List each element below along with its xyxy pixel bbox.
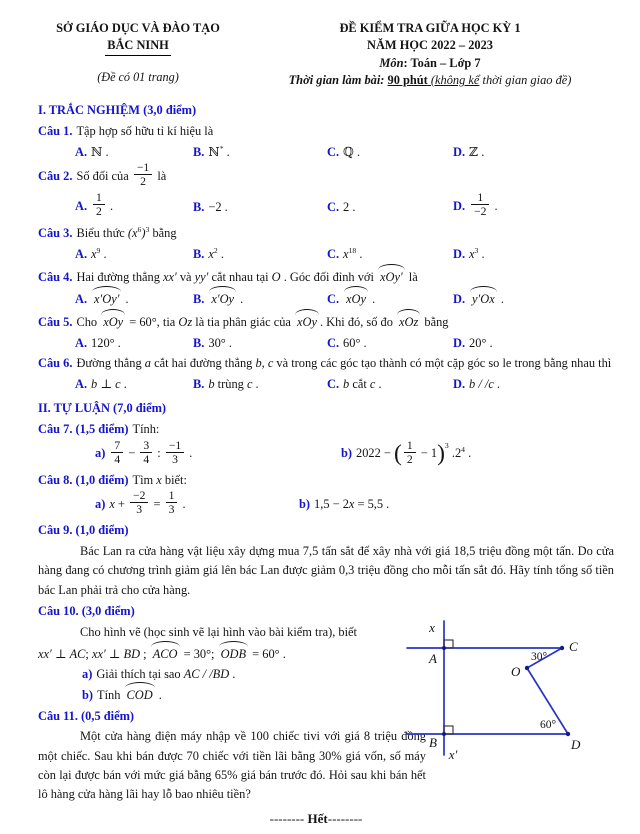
question-6-stem: Đường thẳng a cắt hai đường thẳng b, c và trong các góc tạo thành có một cặp góc so le trong bằng nhau thì	[76, 356, 612, 371]
point-D	[566, 732, 570, 736]
q2-option-a: A. $\frac{1}{2}$ .	[75, 191, 114, 219]
label-C: C	[569, 639, 578, 654]
question-7-parts	[38, 438, 614, 468]
angle-30-label: 30°	[530, 651, 548, 663]
question-8-text: Tìm x biết:	[132, 472, 187, 487]
question-3	[38, 224, 614, 243]
question-10-body	[38, 623, 410, 705]
question-1-stem: Tập hợp số hữu tỉ kí hiệu là	[76, 124, 214, 139]
subject-line: Môn: Toán – Lớp 7	[379, 55, 481, 70]
q1-option-d: D. ℤ .	[453, 144, 485, 159]
question-8-label: Câu 8. (1,0 điểm)	[38, 472, 129, 487]
issuer-line: SỞ GIÁO DỤC VÀ ĐÀO TẠO	[56, 21, 220, 35]
question-7	[38, 420, 614, 439]
page-count-note: (Đề có 01 trang)	[97, 69, 179, 84]
q6-option-c: C. b cắt c .	[327, 376, 382, 391]
question-11-label: Câu 11. (0,5 điểm)	[38, 708, 135, 723]
q5-option-b: B. 30° .	[193, 335, 232, 350]
question-7-text: Tính:	[132, 421, 160, 436]
section-2-title: II. TỰ LUẬN (7,0 điểm)	[38, 401, 167, 416]
question-3-stem: Biểu thức $(x^6)^3$ bằng	[76, 225, 177, 241]
question-4-stem: Hai đường thẳng xx′ và yy′ cắt nhau tại O . Góc đối đỉnh với xOy′ là	[76, 270, 417, 284]
question-6	[38, 354, 614, 373]
question-4	[38, 266, 614, 287]
question-4-options	[38, 288, 614, 309]
question-9-text: Bác Lan ra cửa hàng vật liệu xây dựng mua 7,5 tấn sắt để xây nhà với giá 18,5 triệu đồng một tấn. Do cửa hàng đang có chương trình giảm giá lên bác Lan được giảm 0,3 triệu đồng cho mỗi tấn sắt đó. Hãy tính tổng số tiền bác Lan phải trả cho cửa hàng.	[38, 543, 614, 597]
question-9-label-row	[38, 521, 614, 540]
q8-part-b: b) 1,5 − 2x = 5,5 .	[299, 497, 390, 512]
q10-part-b: b) Tính COD .	[38, 684, 410, 705]
q3-option-d: D. $x^3$ .	[453, 245, 485, 262]
question-2	[38, 163, 614, 190]
question-2-stem: Số đối của $\frac{-1}{2}$ là	[76, 161, 167, 189]
question-5-label: Câu 5.	[38, 314, 73, 329]
question-2-label: Câu 2.	[38, 168, 73, 183]
point-B	[442, 732, 446, 736]
question-3-options	[38, 245, 614, 264]
question-5-stem: Cho xOy = 60°, tia Oz là tia phân giác của xOy . Khi đó, số đo xOz bằng	[76, 315, 448, 329]
q7-part-a: a) $\frac{7}{4}$ − $\frac{3}{4}$ : $\frac{-1}{3}$ .	[95, 438, 193, 466]
question-11-text: Một cửa hàng điện máy nhập về 100 chiếc tivi với giá 8 triệu đồng một chiếc. Sau khi bán được 70 chiếc với tiền lãi bằng 30% giá vốn, số máy còn lại được bán với mức giá bằng 65% giá bán trước đó. Hỏi sau khi bán hết lô hàng cửa hàng lãi hay lỗ bao nhiêu tiền?	[38, 729, 426, 802]
question-3-label: Câu 3.	[38, 226, 73, 241]
question-7-label: Câu 7. (1,5 điểm)	[38, 421, 129, 436]
label-B: B	[429, 735, 437, 750]
header	[0, 0, 640, 89]
q5-option-d: D. 20° .	[453, 335, 493, 350]
section-1-title: I. TRẮC NGHIỆM (3,0 điểm)	[38, 103, 197, 118]
issuer-name: BẮC NINH	[105, 37, 171, 55]
question-1-options	[38, 143, 614, 162]
question-1-label: Câu 1.	[38, 124, 73, 139]
q1-option-b: B. ℕ* .	[193, 143, 230, 159]
header-right	[280, 20, 580, 89]
question-6-options	[38, 375, 614, 394]
point-A	[442, 646, 446, 650]
q5-option-c: C. 60° .	[327, 335, 367, 350]
question-8	[38, 471, 614, 490]
geometry-figure	[402, 610, 636, 790]
end-of-exam-marker: -------- Hết--------	[269, 810, 363, 826]
question-9-label: Câu 9. (1,0 điểm)	[38, 523, 129, 538]
exam-title: ĐỀ KIỂM TRA GIỮA HỌC KỲ 1	[339, 21, 521, 35]
angle-60-label: 60°	[539, 719, 557, 731]
q3-option-a: A. $x^9$ .	[75, 245, 107, 262]
label-x: x	[429, 620, 435, 635]
question-2-options	[38, 193, 614, 220]
q4-option-b: B. x′Oy .	[193, 288, 327, 309]
point-C	[560, 646, 564, 650]
q5-option-a: A. 120° .	[75, 335, 121, 350]
q2-option-c: C. 2 .	[327, 199, 356, 214]
q6-option-a: A. b ⊥ c .	[75, 376, 127, 391]
time-line: Thời gian làm bài: 90 phút (không kể thời gian giao đề)	[288, 73, 572, 88]
question-10-line2: xx′ ⊥ AC; xx′ ⊥ BD ; ACO = 30°; ODB = 60° .	[38, 643, 410, 664]
question-10-label: Câu 10. (3,0 điểm)	[38, 603, 135, 618]
question-1	[38, 122, 614, 141]
label-O: O	[511, 664, 521, 679]
q2-option-b: B. −2 .	[193, 199, 228, 214]
q4-option-a: A. x′Oy′ .	[75, 288, 193, 309]
q3-option-c: C. $x^{18}$ .	[327, 245, 363, 262]
question-6-label: Câu 6.	[38, 356, 73, 371]
question-4-label: Câu 4.	[38, 269, 73, 284]
question-10-line1: Cho hình vẽ (học sinh vẽ lại hình vào bài kiểm tra), biết	[80, 624, 358, 639]
q4-option-c: C. xOy .	[327, 288, 453, 309]
q1-option-c: C. ℚ .	[327, 144, 361, 159]
q4-option-d: D. y′Ox .	[453, 288, 614, 309]
header-left	[22, 20, 254, 89]
question-5-options	[38, 334, 614, 353]
q3-option-b: B. $x^2$ .	[193, 245, 224, 262]
label-D: D	[571, 737, 581, 752]
q8-part-a: a) x + $\frac{-2}{3}$ = $\frac{1}{3}$ .	[95, 489, 186, 517]
q1-option-a: A. ℕ .	[75, 144, 109, 159]
school-year: NĂM HỌC 2022 – 2023	[367, 38, 493, 53]
q7-part-b: b) 2022 − ( $\frac{1}{2}$ − 1)$^3$ $.2^4$ .	[341, 438, 472, 467]
question-8-parts	[38, 491, 614, 518]
question-5	[38, 311, 614, 332]
q10-part-a: a) Giải thích tại sao AC / /BD .	[82, 666, 236, 681]
q2-option-d: D. $\frac{1}{-2}$ .	[453, 191, 498, 219]
point-O	[525, 666, 529, 670]
label-x-prime: x′	[448, 747, 458, 762]
q6-option-b: B. b trùng c .	[193, 376, 259, 391]
label-A: A	[429, 651, 437, 666]
q6-option-d: D. b / /c .	[453, 376, 501, 391]
